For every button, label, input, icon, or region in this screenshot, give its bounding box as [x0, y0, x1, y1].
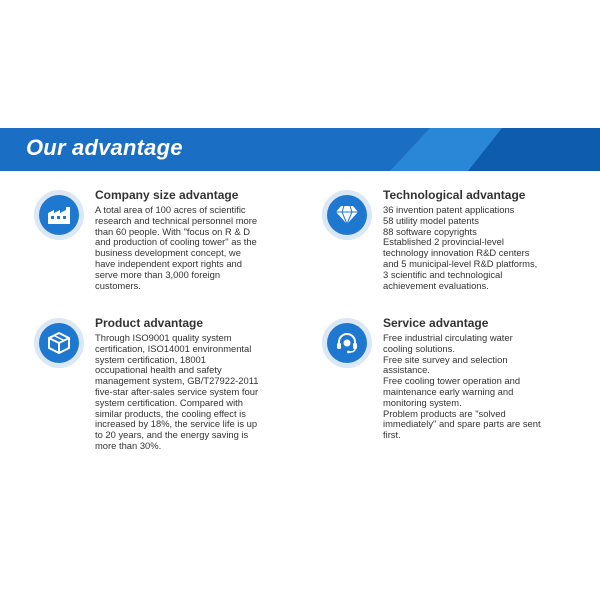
item-description: [95, 205, 290, 291]
description-line: Through ISO9001 quality system: [95, 332, 232, 343]
description-line: customers.: [95, 279, 141, 291]
description-line: Established 2 provincial-level: [383, 236, 504, 248]
item-description: [383, 333, 578, 441]
description-line: serve more than 3,000 foreign: [95, 268, 221, 280]
title-banner: [0, 128, 600, 171]
description-line: maintenance early warning and: [383, 385, 514, 397]
description-line: system certification, 18001: [95, 353, 206, 365]
item-description: [95, 333, 290, 452]
description-line: five-star after-sales service system four: [95, 385, 259, 397]
description-line: more than 30%.: [95, 439, 162, 451]
item-heading: Technological advantage: [383, 188, 526, 202]
item-heading: Product advantage: [95, 316, 204, 330]
description-line: and production of cooling tower" as the: [95, 236, 257, 248]
diamond-icon: [327, 195, 367, 235]
description-line: immediately" and spare parts are sent: [383, 418, 541, 430]
description-line: Free cooling tower operation and: [383, 375, 521, 387]
description-line: increased by 18%, the service life is up: [95, 418, 258, 430]
headset-icon: [327, 323, 367, 363]
factory-icon: [39, 195, 79, 235]
description-line: have independent export rights and: [95, 257, 242, 269]
description-line: 3 scientific and technological: [383, 268, 503, 280]
factory-icon-badge: [34, 190, 84, 240]
description-line: cooling solutions.: [383, 342, 455, 354]
description-line: assistance.: [383, 364, 430, 376]
box-icon: [39, 323, 79, 363]
description-line: achievement evaluations.: [383, 279, 489, 291]
description-line: 88 software copyrights: [383, 225, 477, 237]
description-line: similar products, the cooling effect is: [95, 407, 246, 419]
description-line: Problem products are "solved: [383, 407, 506, 419]
item-description: [383, 205, 578, 291]
page-title: Our advantage: [26, 135, 183, 160]
description-line: to 20 years, and the energy saving is: [95, 429, 249, 441]
diamond-icon-badge: [322, 190, 372, 240]
box-icon-badge: [34, 318, 84, 368]
description-line: certification, ISO14001 environmental: [95, 342, 252, 354]
description-line: and 5 municipal-level R&D platforms,: [383, 257, 538, 269]
description-line: 58 utility model patents: [383, 214, 479, 226]
description-line: management system, GB/T27922-2011: [95, 375, 259, 387]
description-line: Free site survey and selection: [383, 353, 508, 365]
description-line: system certification. Compared with: [95, 396, 243, 408]
description-line: Free industrial circulating water: [383, 332, 513, 343]
description-line: monitoring system.: [383, 396, 462, 408]
description-line: research and technical personnel more: [95, 214, 258, 226]
description-line: 36 invention patent applications: [383, 204, 515, 215]
headset-icon-badge: [322, 318, 372, 368]
item-heading: Company size advantage: [95, 188, 239, 202]
description-line: first.: [383, 429, 401, 441]
description-line: than 60 people. With "focus on R & D: [95, 225, 250, 237]
item-heading: Service advantage: [383, 316, 489, 330]
description-line: business development concept, we: [95, 247, 241, 259]
description-line: occupational health and safety: [95, 364, 222, 376]
description-line: technology innovation R&D centers: [383, 247, 530, 259]
description-line: A total area of 100 acres of scientific: [95, 204, 246, 215]
